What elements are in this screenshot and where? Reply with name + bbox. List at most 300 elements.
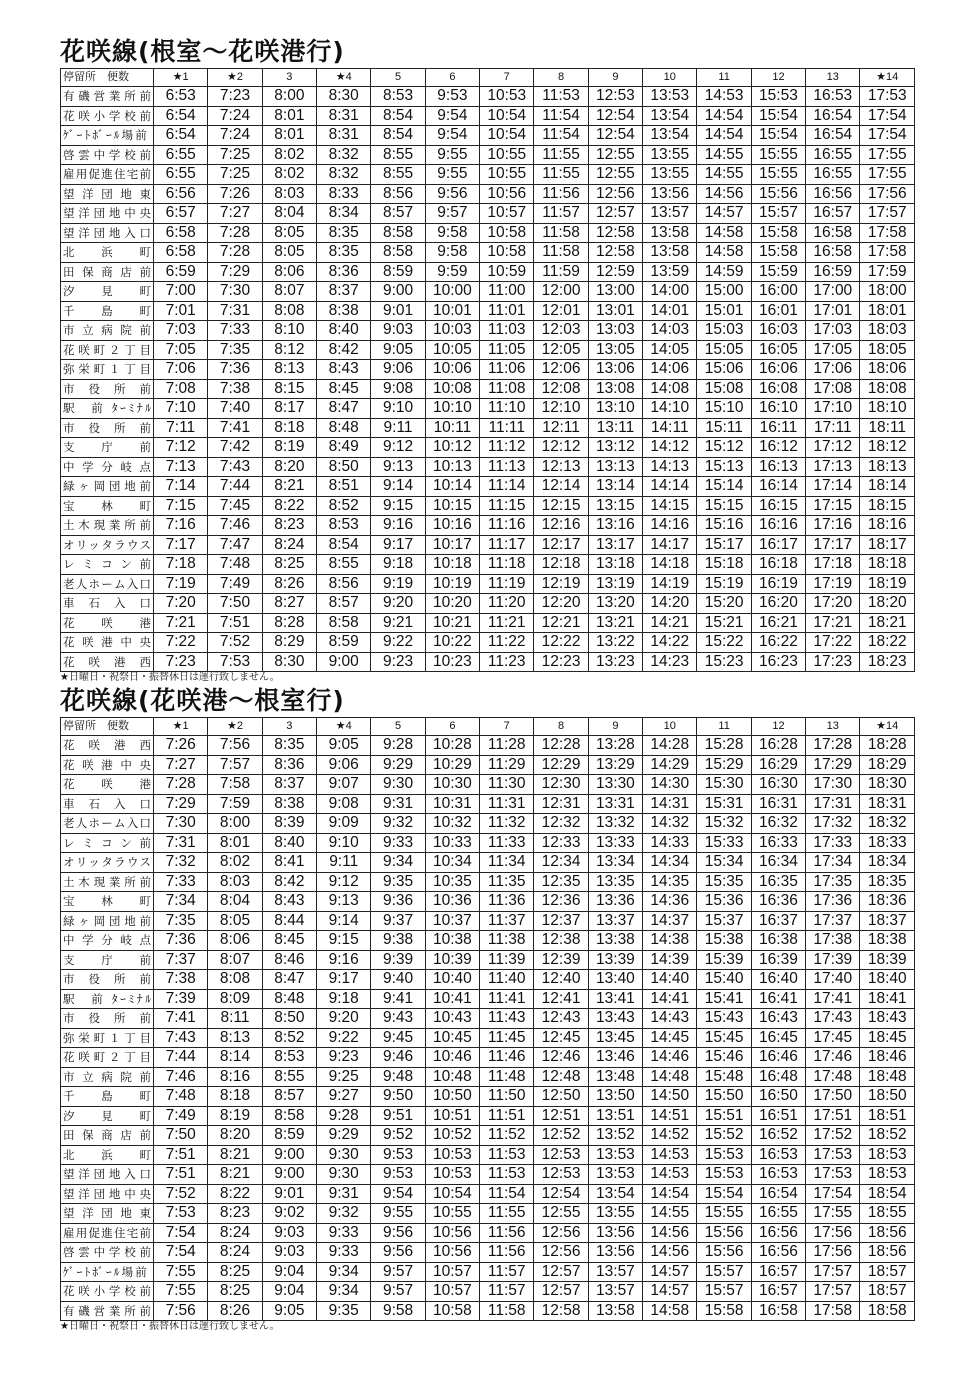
departure-time: 8:01 [262, 126, 316, 146]
departure-time: 18:53 [860, 1145, 915, 1165]
departure-time: 17:10 [806, 399, 860, 419]
departure-time: 18:00 [860, 282, 915, 302]
departure-time: 16:00 [751, 282, 805, 302]
departure-time: 10:15 [425, 496, 479, 516]
departure-time: 13:39 [588, 950, 642, 970]
departure-time: 9:54 [371, 1184, 425, 1204]
table-row [61, 1009, 915, 1029]
stop-name: 弥栄町１丁目 [61, 1028, 154, 1048]
departure-time: 8:20 [208, 1126, 262, 1146]
stop-name: 市役所前 [61, 970, 154, 990]
departure-time: 10:18 [425, 555, 479, 575]
departure-time: 15:03 [697, 321, 751, 341]
departure-time: 8:18 [208, 1087, 262, 1107]
departure-time: 18:57 [860, 1262, 915, 1282]
departure-time: 13:36 [588, 892, 642, 912]
departure-time: 18:03 [860, 321, 915, 341]
departure-time: 9:10 [371, 399, 425, 419]
departure-time: 7:13 [154, 457, 208, 477]
departure-time: 8:45 [262, 931, 316, 951]
departure-time: 15:58 [751, 243, 805, 263]
departure-time: 8:58 [371, 243, 425, 263]
departure-time: 12:56 [534, 1223, 588, 1243]
departure-time: 14:53 [643, 1165, 697, 1185]
departure-time: 12:56 [534, 1243, 588, 1263]
departure-time: 8:24 [208, 1223, 262, 1243]
departure-time: 13:18 [588, 555, 642, 575]
departure-time: 11:34 [480, 853, 534, 873]
stop-name: 緑ヶ岡団地前 [61, 911, 154, 931]
departure-time: 11:12 [480, 438, 534, 458]
stop-name: 有磯営業所前 [61, 1301, 154, 1321]
stop-name: 望洋団地中央 [61, 1184, 154, 1204]
departure-time: 17:23 [806, 652, 860, 672]
departure-time: 15:52 [697, 1126, 751, 1146]
departure-time: 9:57 [425, 204, 479, 224]
departure-time: 18:17 [860, 535, 915, 555]
departure-time: 7:23 [154, 652, 208, 672]
departure-time: 14:56 [643, 1243, 697, 1263]
stop-name: 花咲港中央 [61, 633, 154, 653]
departure-time: 13:53 [588, 1145, 642, 1165]
departure-time: 10:33 [425, 833, 479, 853]
table-row [61, 1184, 915, 1204]
stop-name: 花咲港中央 [61, 755, 154, 775]
departure-time: 7:00 [154, 282, 208, 302]
departure-time: 9:56 [425, 184, 479, 204]
departure-time: 14:54 [697, 106, 751, 126]
table-row [61, 399, 915, 419]
departure-time: 8:40 [317, 321, 371, 341]
departure-time: 8:25 [262, 555, 316, 575]
departure-time: 16:56 [806, 184, 860, 204]
table-row [61, 633, 915, 653]
departure-time: 15:21 [697, 613, 751, 633]
departure-time: 7:37 [154, 950, 208, 970]
departure-time: 7:12 [154, 438, 208, 458]
departure-time: 10:35 [425, 872, 479, 892]
departure-time: 8:53 [371, 87, 425, 107]
departure-time: 12:43 [534, 1009, 588, 1029]
departure-time: 16:54 [806, 106, 860, 126]
departure-time: 17:53 [806, 1165, 860, 1185]
departure-time: 13:40 [588, 970, 642, 990]
stop-column-header: 停留所 便数 [61, 69, 154, 87]
departure-time: 12:22 [534, 633, 588, 653]
departure-time: 9:45 [371, 1028, 425, 1048]
departure-time: 11:53 [534, 87, 588, 107]
departure-time: 8:35 [317, 243, 371, 263]
departure-time: 7:47 [208, 535, 262, 555]
departure-time: 10:20 [425, 594, 479, 614]
trip-header: 11 [697, 69, 751, 87]
departure-time: 11:51 [480, 1106, 534, 1126]
departure-time: 10:48 [425, 1067, 479, 1087]
stop-name: 支 庁 前 [61, 438, 154, 458]
departure-time: 7:19 [154, 574, 208, 594]
departure-time: 7:33 [154, 872, 208, 892]
departure-time: 14:12 [643, 438, 697, 458]
trip-header: 5 [371, 69, 425, 87]
departure-time: 12:57 [588, 204, 642, 224]
departure-time: 16:34 [751, 853, 805, 873]
departure-time: 12:51 [534, 1106, 588, 1126]
departure-time: 14:58 [697, 243, 751, 263]
departure-time: 8:55 [262, 1067, 316, 1087]
departure-time: 18:31 [860, 794, 915, 814]
departure-time: 13:54 [643, 106, 697, 126]
departure-time: 15:53 [697, 1145, 751, 1165]
departure-time: 7:26 [208, 184, 262, 204]
departure-time: 11:03 [480, 321, 534, 341]
table-row [61, 360, 915, 380]
departure-time: 9:03 [262, 1223, 316, 1243]
departure-time: 7:18 [154, 555, 208, 575]
departure-time: 11:29 [480, 755, 534, 775]
departure-time: 15:16 [697, 516, 751, 536]
departure-time: 7:56 [154, 1301, 208, 1321]
stop-name: オリッタラウス [61, 853, 154, 873]
departure-time: 7:40 [208, 399, 262, 419]
departure-time: 6:55 [154, 145, 208, 165]
departure-time: 14:43 [643, 1009, 697, 1029]
departure-time: 7:29 [154, 794, 208, 814]
departure-time: 15:36 [697, 892, 751, 912]
departure-time: 16:55 [806, 145, 860, 165]
departure-time: 8:02 [262, 145, 316, 165]
departure-time: 9:58 [425, 223, 479, 243]
departure-time: 9:03 [371, 321, 425, 341]
departure-time: 17:35 [806, 872, 860, 892]
stop-name: 啓雲中学校前 [61, 145, 154, 165]
departure-time: 9:30 [317, 1165, 371, 1185]
departure-time: 9:11 [371, 418, 425, 438]
departure-time: 7:45 [208, 496, 262, 516]
departure-time: 7:41 [208, 418, 262, 438]
departure-time: 9:22 [371, 633, 425, 653]
departure-time: 9:13 [317, 892, 371, 912]
departure-time: 7:39 [154, 989, 208, 1009]
departure-time: 9:32 [317, 1204, 371, 1224]
trip-header: 5 [371, 718, 425, 736]
stop-name: 緑ヶ岡団地前 [61, 477, 154, 497]
timetable-header-row [61, 718, 915, 736]
departure-time: 8:34 [317, 204, 371, 224]
departure-time: 18:10 [860, 399, 915, 419]
timetable-header-row [61, 69, 915, 87]
departure-time: 15:58 [697, 1301, 751, 1321]
departure-time: 11:45 [480, 1028, 534, 1048]
stop-name: 花 咲 港 [61, 775, 154, 795]
trip-header: ★1 [154, 718, 208, 736]
departure-time: 15:57 [697, 1262, 751, 1282]
departure-time: 8:00 [208, 814, 262, 834]
departure-time: 6:58 [154, 223, 208, 243]
trip-header: 13 [806, 69, 860, 87]
departure-time: 15:56 [697, 1243, 751, 1263]
departure-time: 17:03 [806, 321, 860, 341]
departure-time: 14:57 [643, 1282, 697, 1302]
departure-time: 15:35 [697, 872, 751, 892]
stop-name: 中学分岐点 [61, 457, 154, 477]
departure-time: 8:39 [262, 814, 316, 834]
departure-time: 10:00 [425, 282, 479, 302]
departure-time: 10:38 [425, 931, 479, 951]
table-row [61, 1301, 915, 1321]
departure-time: 15:33 [697, 833, 751, 853]
departure-time: 8:52 [262, 1028, 316, 1048]
table-row [61, 989, 915, 1009]
departure-time: 10:39 [425, 950, 479, 970]
departure-time: 10:36 [425, 892, 479, 912]
departure-time: 16:57 [751, 1262, 805, 1282]
departure-time: 14:15 [643, 496, 697, 516]
table-row [61, 613, 915, 633]
departure-time: 16:22 [751, 633, 805, 653]
departure-time: 8:21 [262, 477, 316, 497]
departure-time: 17:05 [806, 340, 860, 360]
departure-time: 9:34 [317, 1262, 371, 1282]
departure-time: 9:54 [425, 126, 479, 146]
departure-time: 15:53 [697, 1165, 751, 1185]
departure-time: 15:38 [697, 931, 751, 951]
departure-time: 7:10 [154, 399, 208, 419]
departure-time: 18:13 [860, 457, 915, 477]
departure-time: 12:21 [534, 613, 588, 633]
table-row [61, 204, 915, 224]
departure-time: 9:33 [371, 833, 425, 853]
departure-time: 8:50 [317, 457, 371, 477]
departure-time: 13:01 [588, 301, 642, 321]
departure-time: 11:52 [480, 1126, 534, 1146]
departure-time: 7:21 [154, 613, 208, 633]
departure-time: 13:56 [588, 1223, 642, 1243]
table-row [61, 184, 915, 204]
departure-time: 10:57 [425, 1282, 479, 1302]
table-row [61, 853, 915, 873]
departure-time: 18:55 [860, 1204, 915, 1224]
table-row [61, 477, 915, 497]
departure-time: 8:55 [371, 165, 425, 185]
departure-time: 7:38 [208, 379, 262, 399]
departure-time: 11:43 [480, 1009, 534, 1029]
outbound-title: 花咲線(根室～花咲港行) [60, 37, 345, 66]
departure-time: 9:34 [317, 1282, 371, 1302]
stop-name: 雇用促進住宅前 [61, 1223, 154, 1243]
departure-time: 7:56 [208, 736, 262, 756]
departure-time: 9:21 [371, 613, 425, 633]
departure-time: 17:41 [806, 989, 860, 1009]
departure-time: 12:52 [534, 1126, 588, 1146]
departure-time: 10:56 [425, 1223, 479, 1243]
departure-time: 9:38 [371, 931, 425, 951]
departure-time: 15:55 [751, 165, 805, 185]
departure-time: 18:45 [860, 1028, 915, 1048]
departure-time: 7:55 [154, 1282, 208, 1302]
departure-time: 8:24 [262, 535, 316, 555]
departure-time: 7:35 [154, 911, 208, 931]
departure-time: 15:55 [697, 1204, 751, 1224]
departure-time: 17:55 [806, 1204, 860, 1224]
departure-time: 9:43 [371, 1009, 425, 1029]
departure-time: 8:22 [262, 496, 316, 516]
departure-time: 11:50 [480, 1087, 534, 1107]
departure-time: 8:36 [317, 262, 371, 282]
departure-time: 7:03 [154, 321, 208, 341]
departure-time: 17:45 [806, 1028, 860, 1048]
departure-time: 14:36 [643, 892, 697, 912]
departure-time: 13:59 [643, 262, 697, 282]
departure-time: 17:16 [806, 516, 860, 536]
stop-name: 花咲港西 [61, 652, 154, 672]
departure-time: 12:17 [534, 535, 588, 555]
departure-time: 11:01 [480, 301, 534, 321]
table-row [61, 911, 915, 931]
departure-time: 12:54 [588, 106, 642, 126]
departure-time: 8:53 [317, 516, 371, 536]
departure-time: 18:57 [860, 1282, 915, 1302]
table-row [61, 931, 915, 951]
departure-time: 8:35 [317, 223, 371, 243]
departure-time: 9:33 [317, 1223, 371, 1243]
departure-time: 17:54 [806, 1184, 860, 1204]
departure-time: 18:56 [860, 1243, 915, 1263]
departure-time: 8:32 [317, 145, 371, 165]
departure-time: 15:12 [697, 438, 751, 458]
departure-time: 8:01 [208, 833, 262, 853]
departure-time: 12:36 [534, 892, 588, 912]
departure-time: 7:48 [208, 555, 262, 575]
departure-time: 7:31 [208, 301, 262, 321]
departure-time: 10:57 [425, 1262, 479, 1282]
departure-time: 16:43 [751, 1009, 805, 1029]
stop-name: 車石入口 [61, 794, 154, 814]
departure-time: 8:14 [208, 1048, 262, 1068]
departure-time: 18:21 [860, 613, 915, 633]
departure-time: 16:41 [751, 989, 805, 1009]
departure-time: 12:53 [534, 1165, 588, 1185]
departure-time: 12:55 [588, 165, 642, 185]
departure-time: 17:00 [806, 282, 860, 302]
departure-time: 17:11 [806, 418, 860, 438]
departure-time: 16:45 [751, 1028, 805, 1048]
departure-time: 16:54 [751, 1184, 805, 1204]
table-row [61, 1145, 915, 1165]
departure-time: 8:40 [262, 833, 316, 853]
departure-time: 12:00 [534, 282, 588, 302]
departure-time: 14:21 [643, 613, 697, 633]
departure-time: 14:33 [643, 833, 697, 853]
departure-time: 9:10 [317, 833, 371, 853]
departure-time: 16:08 [751, 379, 805, 399]
departure-time: 8:17 [262, 399, 316, 419]
table-row [61, 775, 915, 795]
table-row [61, 418, 915, 438]
departure-time: 18:15 [860, 496, 915, 516]
departure-time: 8:08 [208, 970, 262, 990]
departure-time: 14:55 [697, 145, 751, 165]
departure-time: 16:58 [806, 223, 860, 243]
departure-time: 8:55 [317, 555, 371, 575]
departure-time: 6:58 [154, 243, 208, 263]
departure-time: 10:56 [425, 1243, 479, 1263]
departure-time: 11:56 [480, 1223, 534, 1243]
departure-time: 11:31 [480, 794, 534, 814]
departure-time: 17:34 [806, 853, 860, 873]
departure-time: 7:20 [154, 594, 208, 614]
departure-time: 8:02 [262, 165, 316, 185]
departure-time: 11:06 [480, 360, 534, 380]
departure-time: 12:53 [588, 87, 642, 107]
table-row [61, 950, 915, 970]
departure-time: 17:53 [860, 87, 915, 107]
departure-time: 11:54 [534, 106, 588, 126]
table-row [61, 1048, 915, 1068]
departure-time: 9:32 [371, 814, 425, 834]
departure-time: 14:50 [643, 1087, 697, 1107]
departure-time: 10:05 [425, 340, 479, 360]
departure-time: 10:43 [425, 1009, 479, 1029]
departure-time: 7:48 [154, 1087, 208, 1107]
inbound-timetable [60, 717, 915, 1321]
departure-time: 10:28 [425, 736, 479, 756]
departure-time: 15:08 [697, 379, 751, 399]
departure-time: 9:04 [262, 1282, 316, 1302]
departure-time: 11:32 [480, 814, 534, 834]
departure-time: 8:06 [262, 262, 316, 282]
departure-time: 7:17 [154, 535, 208, 555]
departure-time: 10:17 [425, 535, 479, 555]
departure-time: 17:32 [806, 814, 860, 834]
departure-time: 9:56 [371, 1243, 425, 1263]
departure-time: 6:59 [154, 262, 208, 282]
departure-time: 11:53 [480, 1145, 534, 1165]
stop-name: 啓雲中学校前 [61, 1243, 154, 1263]
departure-time: 7:28 [208, 243, 262, 263]
trip-header: ★14 [860, 69, 915, 87]
departure-time: 16:53 [751, 1165, 805, 1185]
departure-time: 13:54 [588, 1184, 642, 1204]
departure-time: 13:53 [588, 1165, 642, 1185]
departure-time: 9:05 [317, 736, 371, 756]
departure-time: 12:45 [534, 1028, 588, 1048]
departure-time: 7:24 [208, 106, 262, 126]
departure-time: 16:23 [751, 652, 805, 672]
departure-time: 9:23 [371, 652, 425, 672]
departure-time: 11:16 [480, 516, 534, 536]
departure-time: 18:38 [860, 931, 915, 951]
departure-time: 9:28 [317, 1106, 371, 1126]
departure-time: 9:14 [371, 477, 425, 497]
departure-time: 11:57 [480, 1262, 534, 1282]
departure-time: 8:43 [262, 892, 316, 912]
departure-time: 9:50 [371, 1087, 425, 1107]
departure-time: 8:44 [262, 911, 316, 931]
inbound-title: 花咲線(花咲港～根室行) [60, 686, 345, 715]
departure-time: 13:48 [588, 1067, 642, 1087]
departure-time: 8:01 [262, 106, 316, 126]
departure-time: 13:41 [588, 989, 642, 1009]
departure-time: 9:09 [317, 814, 371, 834]
departure-time: 9:36 [371, 892, 425, 912]
departure-time: 14:54 [643, 1184, 697, 1204]
departure-time: 8:55 [371, 145, 425, 165]
departure-time: 17:43 [806, 1009, 860, 1029]
table-row [61, 1223, 915, 1243]
departure-time: 10:55 [480, 165, 534, 185]
stop-name: 望洋団地中央 [61, 204, 154, 224]
departure-time: 17:17 [806, 535, 860, 555]
